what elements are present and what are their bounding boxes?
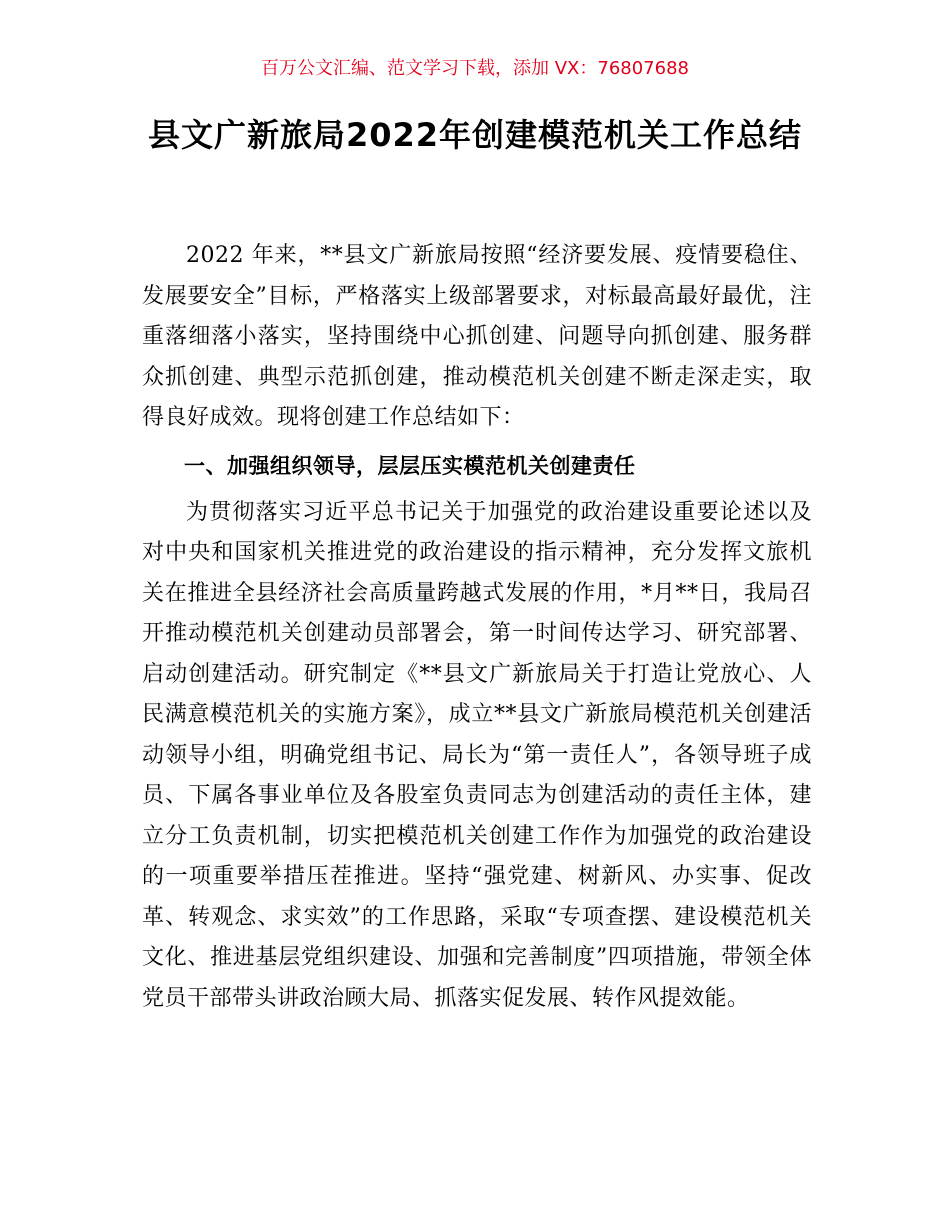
section-1-paragraph: 为贯彻落实习近平总书记关于加强党的政治建设重要论述以及对中央和国家机关推进党的政治建设的指示精神，充分发挥文旅机关在推进全县经济社会高质量跨越式发展的作用，*月**日，我局召开推动模范机关创建动员部署会，第一时间传达学习、研究部署、启动创建活动。研究制定《**县文广新旅局关于打造让党放心、人民满意模范机关的实施方案》，成立**县文广新旅局模范机关创建活动领导小组，明确党组书记、局长为“第一责任人”，各领导班子成员、下属各事业单位及各股室负责同志为创建活动的责任主体，建立分工负责机制，切实把模范机关创建工作作为加强党的政治建设的一项重要举措压茬推进。坚持“强党建、树新风、办实事、促改革、转观念、求实效”的工作思路，采取“专项查摆、建设模范机关文化、推进基层党组织建设、加强和完善制度”四项措施，带领全体党员干部带头讲政治顾大局、抓落实促发展、转作风提效能。 — [142, 499, 812, 1011]
watermark-header: 百万公文汇编、范文学习下载，添加 VX：76807688 — [261, 58, 689, 79]
intro-paragraph: 2022 年来，**县文广新旅局按照“经济要发展、疫情要稳住、发展要安全”目标，严格落实上级部署要求，对标最高最好最优，注重落细落小落实，坚持围绕中心抓创建、问题导向抓创建、服务群众抓创建、典型示范抓创建，推动模范机关创建不断走深走实，取得良好成效。现将创建工作总结如下： — [142, 243, 812, 430]
document-title: 县文广新旅局2022年创建模范机关工作总结 — [147, 116, 803, 154]
document-body — [142, 236, 812, 1019]
section-heading-1: 一、加强组织领导，层层压实模范机关创建责任 — [184, 453, 636, 478]
